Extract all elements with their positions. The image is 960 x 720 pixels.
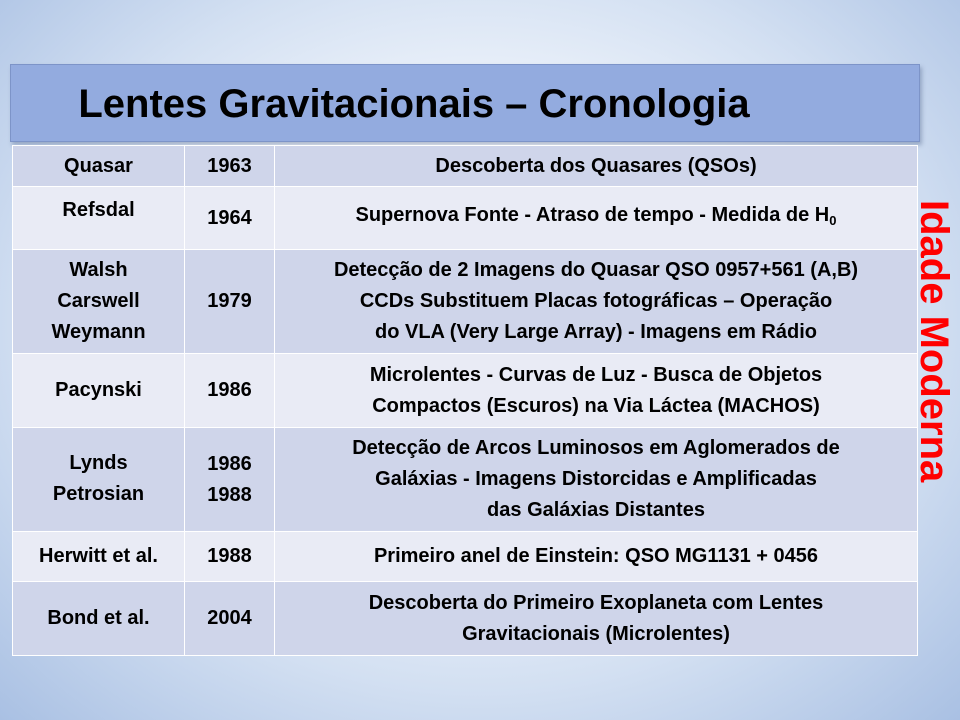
table-row: [13, 354, 918, 428]
description-cell: Detecção de Arcos Luminosos em Aglomerados de Galáxias - Imagens Distorcidas e Amplificadas das Galáxias Distantes: [275, 428, 918, 532]
name-cell: Lynds Petrosian: [13, 428, 185, 532]
description-cell: Descoberta dos Quasares (QSOs): [275, 146, 918, 187]
name-cell: Bond et al.: [13, 582, 185, 656]
year-cell: 1986: [185, 354, 275, 428]
description-cell: Descoberta do Primeiro Exoplaneta com Lentes Gravitacionais (Microlentes): [275, 582, 918, 656]
description-cell: Microlentes - Curvas de Luz - Busca de Objetos Compactos (Escuros) na Via Láctea (MACHOS): [275, 354, 918, 428]
table-row: [13, 532, 918, 582]
year-cell: 2004: [185, 582, 275, 656]
name-cell: Refsdal: [13, 187, 185, 250]
table-row: [13, 146, 918, 187]
year-cell: 1979: [185, 250, 275, 354]
title-bar: [10, 64, 920, 142]
name-cell: Herwitt et al.: [13, 532, 185, 582]
description-cell: Detecção de 2 Imagens do Quasar QSO 0957+561 (A,B) CCDs Substituem Placas fotográficas – Operação do VLA (Very Large Array) - Imagens em Rádio: [275, 250, 918, 354]
year-cell: 1986 1988: [185, 428, 275, 532]
name-cell: Pacynski: [13, 354, 185, 428]
era-label: Idade Moderna: [912, 200, 956, 483]
table-row: [13, 582, 918, 656]
name-cell: Walsh Carswell Weymann: [13, 250, 185, 354]
table-row: [13, 250, 918, 354]
page-title: Lentes Gravitacionais – Cronologia: [78, 82, 750, 126]
description-cell: Supernova Fonte - Atraso de tempo - Medida de $H_0$: [275, 187, 918, 250]
description-cell: Primeiro anel de Einstein: QSO MG1131 + 0456: [275, 532, 918, 582]
table-row: [13, 428, 918, 532]
chronology-table: [12, 145, 918, 656]
year-cell: 1964: [185, 187, 275, 250]
year-cell: 1988: [185, 532, 275, 582]
year-cell: 1963: [185, 146, 275, 187]
name-cell: Quasar: [13, 146, 185, 187]
table-row: [13, 187, 918, 250]
